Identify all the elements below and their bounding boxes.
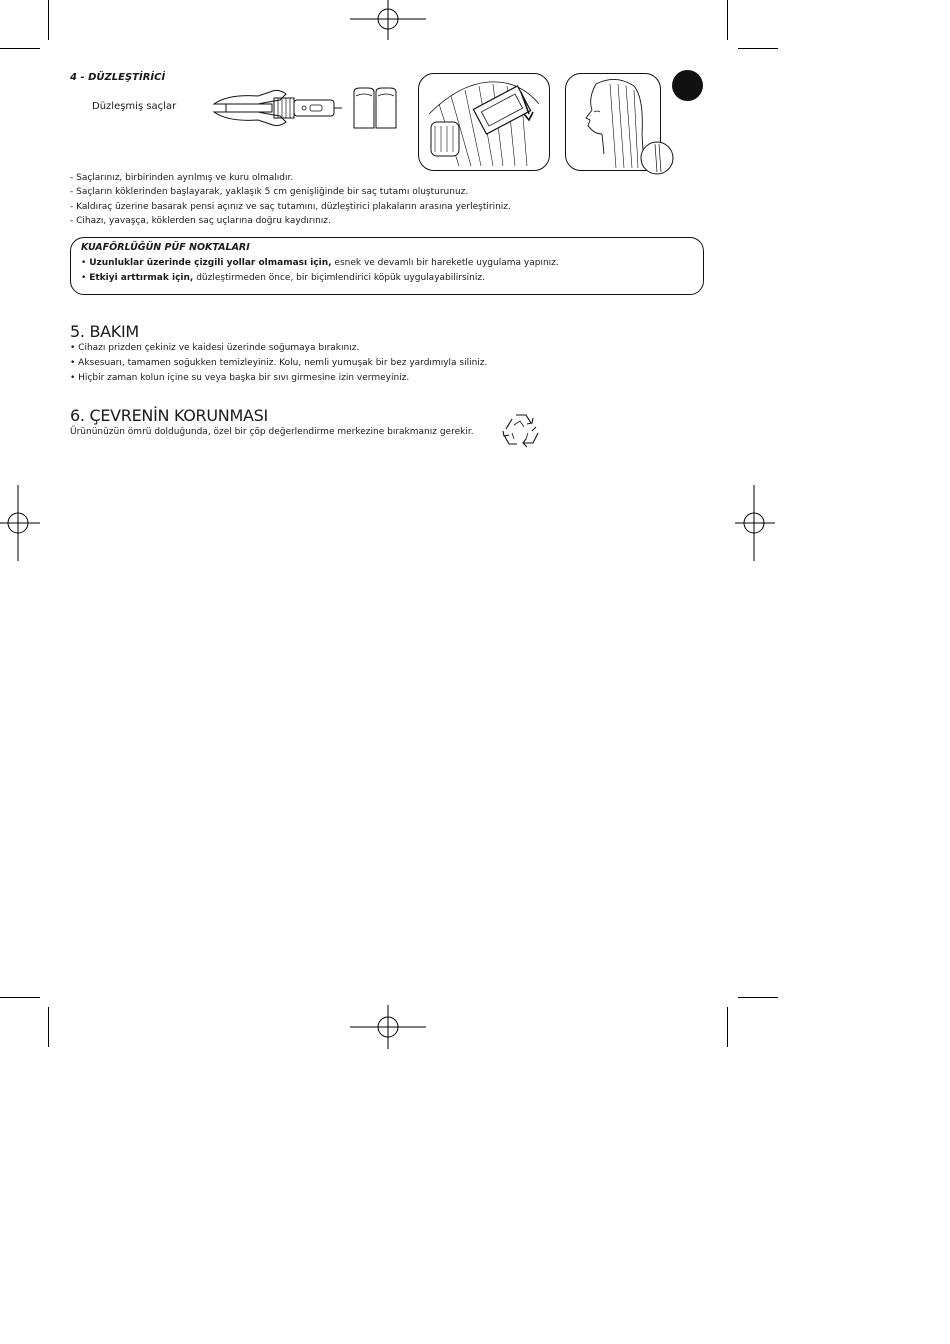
section-5-line-2: • Aksesuarı, tamamen soğukken temizleyiniz. Kolu, nemli yumuşak bir bez yardımıyla siliniz. xyxy=(70,358,488,368)
registration-mark-bottom xyxy=(350,1005,430,1049)
tips-title: KUAFÖRLÜĞÜN PÜF NOKTALARI xyxy=(81,242,250,253)
registration-mark-right xyxy=(735,485,779,565)
section-4-line-1: - Saçlarınız, birbirinden ayrılmış ve kuru olmalıdır. xyxy=(70,173,294,183)
section-6-line: Ürününüzün ömrü dolduğunda, özel bir çöp değerlendirme merkezine bırakmanız gerekir. xyxy=(70,427,474,437)
section-5-line-3: • Hiçbir zaman kolun içine su veya başka bir sıvı girmesine izin vermeyiniz. xyxy=(70,373,410,383)
section-4-title: 4 - DÜZLEŞTİRİCİ xyxy=(70,72,166,83)
tip-bullet: • xyxy=(81,258,87,268)
recycle-icon xyxy=(500,411,542,449)
section-4-line-4: - Cihazı, yavaşça, köklerden saç uçlarına doğru kaydırınız. xyxy=(70,216,331,226)
section-5-title: 5. BAKIM xyxy=(70,322,139,341)
section-4-subtitle: Düzleşmiş saçlar xyxy=(92,101,177,112)
usage-illustration-straightening xyxy=(418,73,550,171)
registration-mark-left xyxy=(0,485,44,565)
tip-bullet: • xyxy=(81,273,87,283)
tip-bold-text: Uzunluklar üzerinde çizgili yollar olmaması için, xyxy=(89,258,332,268)
tip-bold-text: Etkiyi arttırmak için, xyxy=(89,273,194,283)
tips-box xyxy=(70,237,704,295)
tip-item xyxy=(81,258,559,268)
tip-text: düzleştirmeden önce, bir biçimlendirici köpük uygulayabilirsiniz. xyxy=(193,273,485,283)
section-5-line-1: • Cihazı prizden çekiniz ve kaidesi üzerinde soğumaya bırakınız. xyxy=(70,343,360,353)
section-6-title: 6. ÇEVRENİN KORUNMASI xyxy=(70,406,268,425)
registration-mark-top xyxy=(350,0,430,42)
section-4-line-2: - Saçların köklerinden başlayarak, yaklaşık 5 cm genişliğinde bir saç tutamı oluşturunuz. xyxy=(70,187,469,197)
straightener-device-illustration xyxy=(208,82,398,134)
tip-item xyxy=(81,273,485,283)
hair-detail-magnifier xyxy=(638,140,676,176)
section-4-line-3: - Kaldıraç üzerine basarak pensi açınız ve saç tutamını, düzleştirici plakaların arasına yerleştiriniz. xyxy=(70,202,511,212)
tip-text: esnek ve devamlı bir hareketle uygulama yapınız. xyxy=(331,258,559,268)
language-tab-dot xyxy=(672,70,703,101)
